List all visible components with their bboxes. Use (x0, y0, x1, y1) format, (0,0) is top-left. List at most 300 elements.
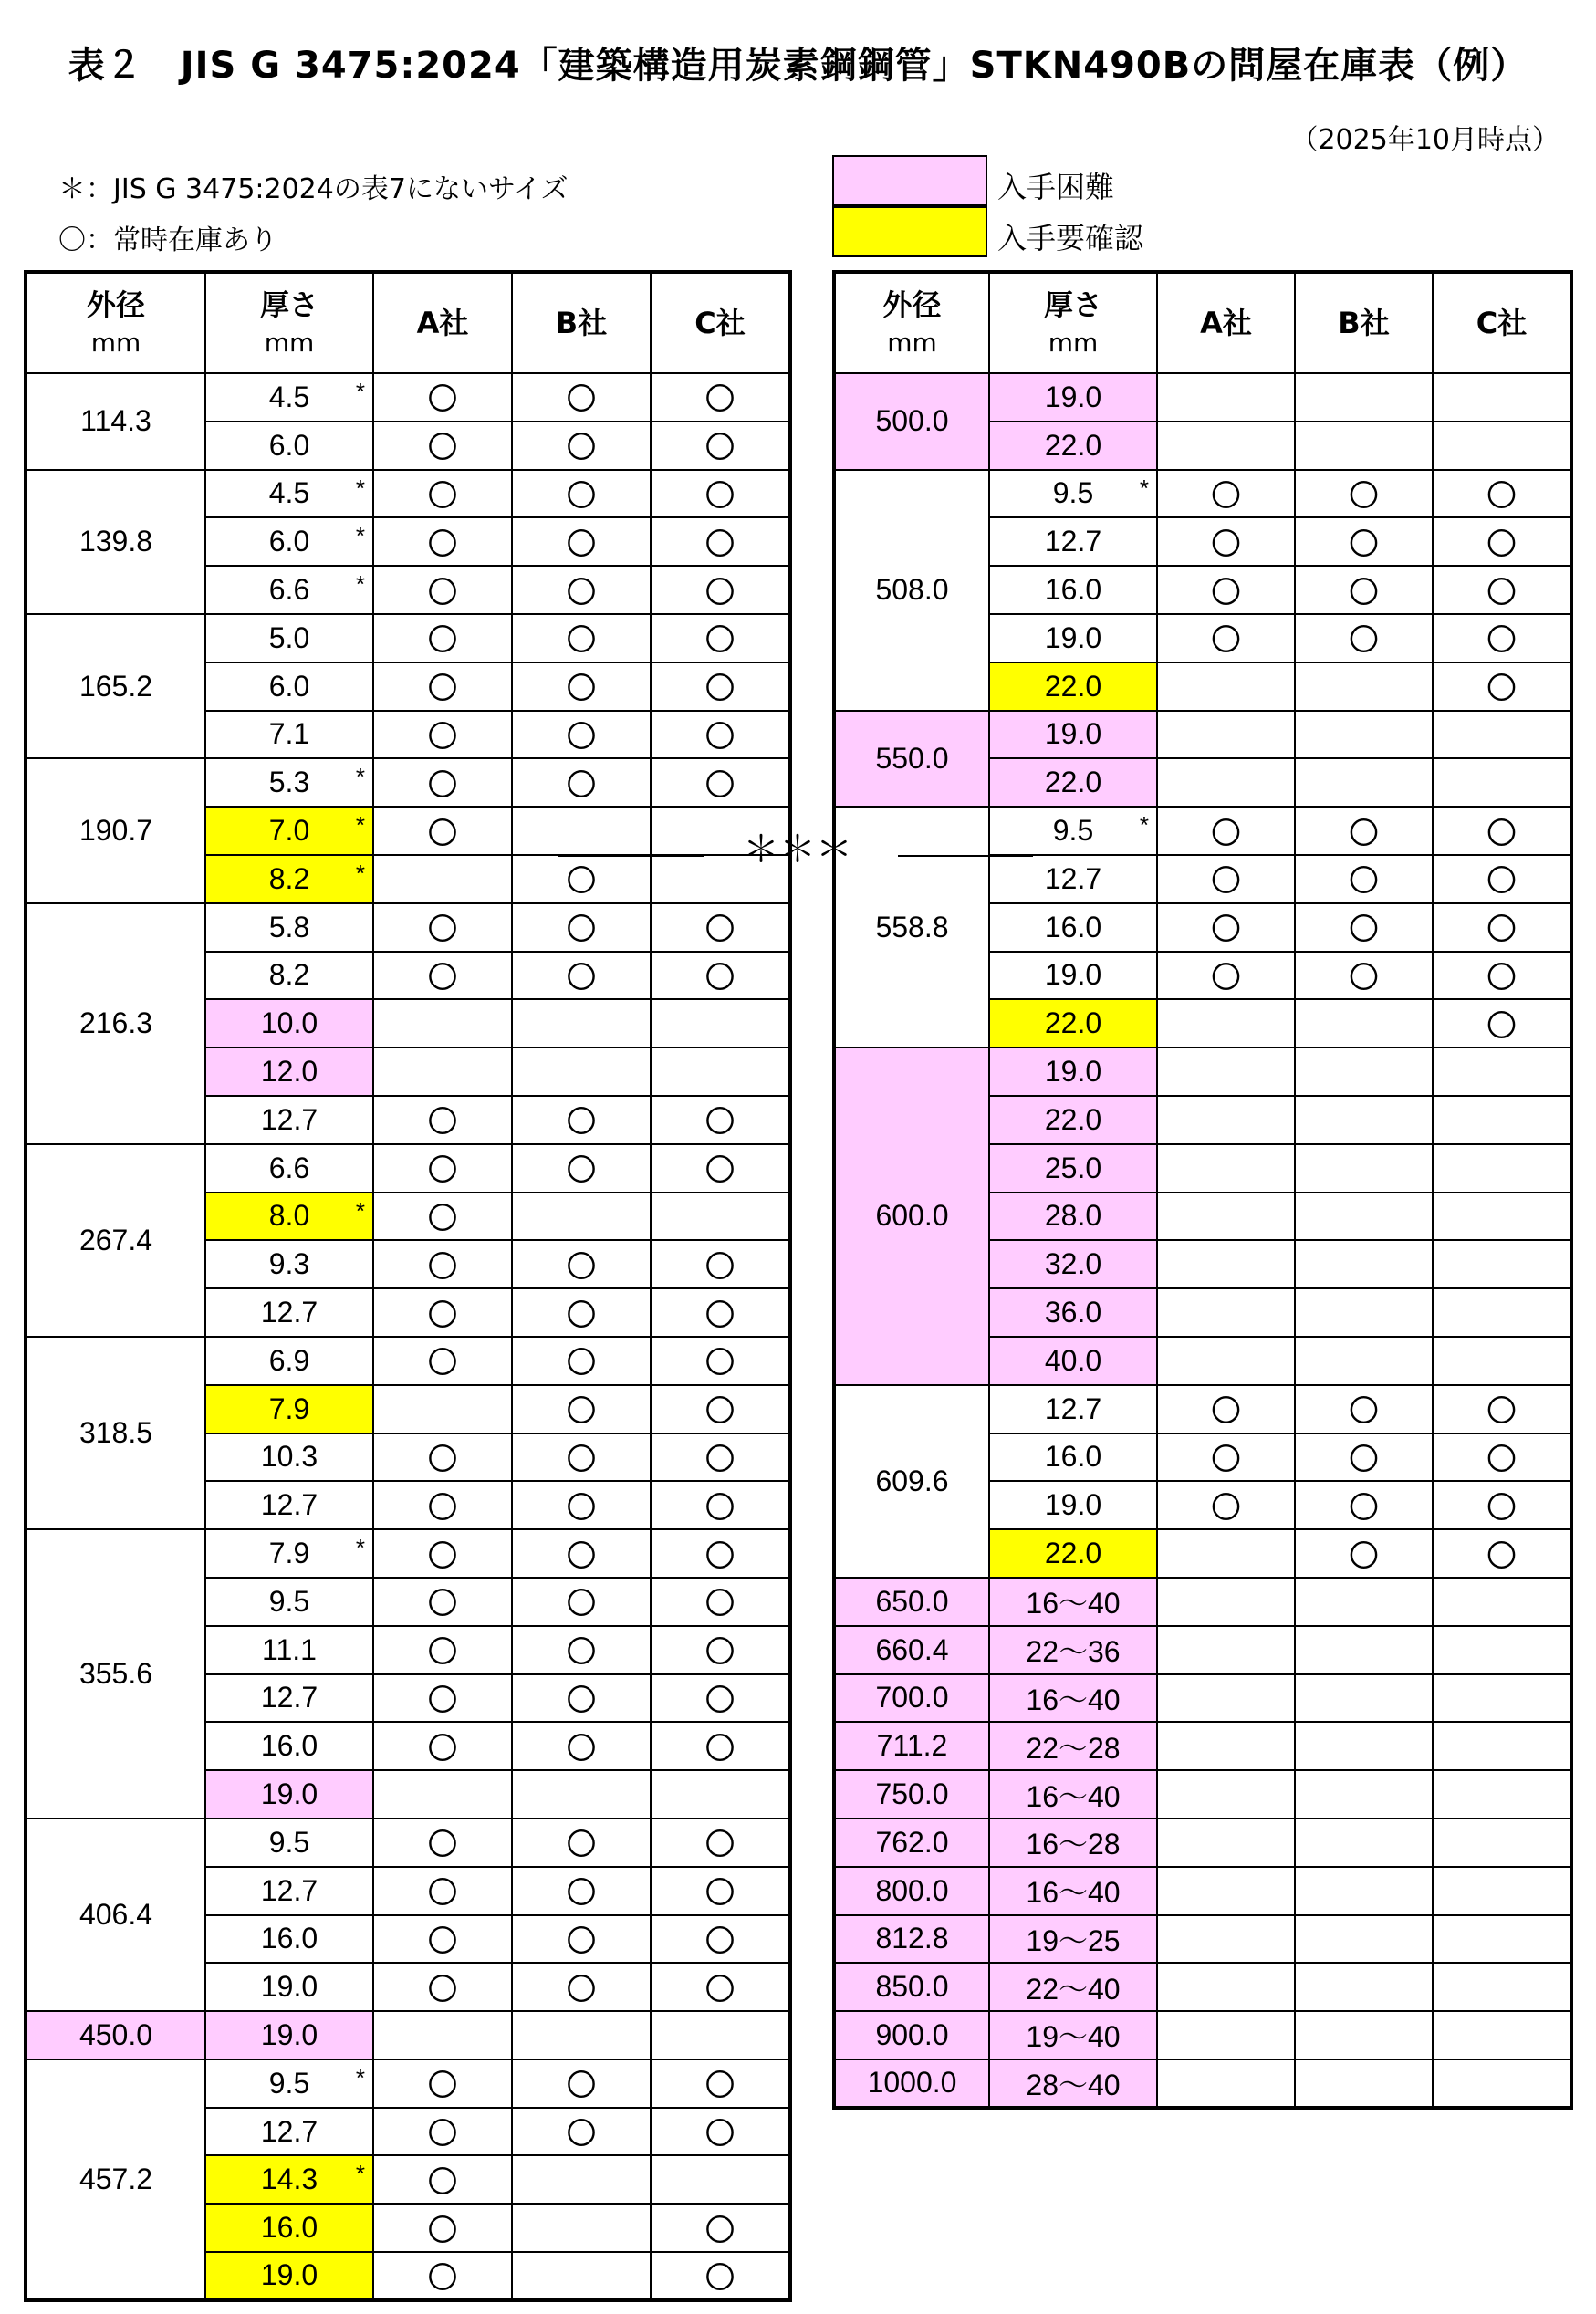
stock-cell-b (1295, 2059, 1433, 2108)
stock-cell-c (1433, 1915, 1571, 1964)
in-stock-mark: 〇 (427, 1152, 457, 1188)
in-stock-mark: 〇 (704, 381, 735, 417)
stock-cell-c (651, 1433, 790, 1482)
thickness-value: 10.3 (260, 1440, 318, 1474)
stock-cell-c (1433, 2059, 1571, 2108)
thickness-value: 32.0 (1044, 1247, 1102, 1281)
thickness-value: 9.5 (268, 2066, 310, 2100)
in-stock-mark: 〇 (427, 1345, 457, 1381)
outer-diameter-cell: 558.8 (834, 807, 989, 1048)
thickness-cell (989, 614, 1157, 662)
stock-cell-c (651, 1722, 790, 1770)
stock-cell-b (512, 711, 651, 759)
stock-cell-c (651, 662, 790, 711)
in-stock-mark: 〇 (566, 1875, 596, 1911)
thickness-cell (205, 1385, 373, 1433)
table-row (834, 711, 1571, 759)
outer-diameter-cell: 165.2 (26, 614, 205, 758)
in-stock-mark: 〇 (566, 1682, 596, 1717)
stock-cell-b (512, 1096, 651, 1144)
not-in-standard-marker: * (355, 570, 365, 599)
stock-cell-a (373, 1433, 512, 1482)
thickness-value: 19.0 (1044, 620, 1102, 654)
stock-cell-c (651, 1096, 790, 1144)
stock-cell-a (1157, 1529, 1295, 1578)
stock-cell-c (1433, 1481, 1571, 1529)
stock-cell-a (373, 470, 512, 518)
stock-cell-a (1157, 1048, 1295, 1096)
stock-cell-c (651, 1240, 790, 1288)
stock-cell-c (651, 1288, 790, 1337)
in-stock-mark: 〇 (566, 2068, 596, 2103)
stock-cell-a (1157, 1770, 1295, 1819)
thickness-value: 4.5 (268, 380, 310, 413)
in-stock-mark: 〇 (566, 671, 596, 706)
stock-cell-a (373, 807, 512, 855)
stock-cell-a (373, 903, 512, 952)
in-stock-mark: 〇 (427, 526, 457, 561)
thickness-value: 16～28 (1026, 1828, 1121, 1861)
stock-cell-b (1295, 1048, 1433, 1096)
in-stock-mark: 〇 (1349, 912, 1379, 947)
in-stock-mark: 〇 (704, 1586, 735, 1621)
thickness-value: 16.0 (1044, 1440, 1102, 1474)
thickness-cell (205, 1096, 373, 1144)
in-stock-mark: 〇 (566, 1104, 596, 1140)
thickness-value: 19～25 (1026, 1923, 1121, 1957)
in-stock-mark: 〇 (1211, 912, 1241, 947)
outer-diameter-cell: 355.6 (26, 1529, 205, 1819)
stock-cell-a (373, 1963, 512, 2011)
in-stock-mark: 〇 (1211, 1393, 1241, 1429)
thickness-cell (989, 1288, 1157, 1337)
table-row (834, 1915, 1571, 1964)
outer-diameter-cell: 850.0 (834, 1963, 989, 2011)
thickness-cell (205, 2011, 373, 2059)
in-stock-mark: 〇 (566, 1730, 596, 1766)
stock-cell-c (1433, 1240, 1571, 1288)
in-stock-mark: 〇 (704, 574, 735, 610)
in-stock-mark: 〇 (566, 766, 596, 802)
not-in-standard-marker: * (355, 1196, 365, 1225)
in-stock-mark: 〇 (704, 2116, 735, 2152)
in-stock-mark: 〇 (1349, 1489, 1379, 1525)
in-stock-mark: 〇 (704, 2068, 735, 2103)
stock-cell-a (1157, 1337, 1295, 1385)
thickness-cell (205, 517, 373, 566)
thickness-cell (205, 952, 373, 1000)
header-company-c: C社 (1433, 272, 1571, 373)
stock-cell-b (1295, 1915, 1433, 1964)
stock-cell-a (1157, 470, 1295, 518)
stock-cell-b (512, 1529, 651, 1578)
thickness-cell (989, 1578, 1157, 1626)
stock-cell-c (1433, 1963, 1571, 2011)
stock-cell-b (512, 903, 651, 952)
thickness-value: 19.0 (1044, 380, 1102, 413)
stock-cell-c (1433, 999, 1571, 1048)
in-stock-mark: 〇 (566, 1923, 596, 1958)
stock-cell-a (373, 1144, 512, 1193)
stock-cell-c (651, 1819, 790, 1867)
in-stock-mark: 〇 (704, 718, 735, 754)
stock-cell-a (1157, 1481, 1295, 1529)
in-stock-mark: 〇 (704, 1923, 735, 1958)
thickness-value: 19.0 (1044, 958, 1102, 992)
in-stock-mark: 〇 (427, 1971, 457, 2007)
table-row (26, 2011, 790, 2059)
thickness-value: 16～40 (1026, 1876, 1121, 1910)
stock-cell-b (512, 1433, 651, 1482)
stock-cell-a (373, 2011, 512, 2059)
outer-diameter-cell: 762.0 (834, 1819, 989, 1867)
stock-cell-c (651, 517, 790, 566)
legend-label-difficult: 入手困難 (997, 170, 1115, 204)
thickness-cell (989, 1963, 1157, 2011)
in-stock-mark: 〇 (427, 1634, 457, 1670)
stock-cell-a (1157, 566, 1295, 614)
thickness-cell (205, 2204, 373, 2252)
table-row (834, 1048, 1571, 1096)
header-company-a: A社 (373, 272, 512, 373)
stock-cell-a (373, 1770, 512, 1819)
stock-cell-a (1157, 2059, 1295, 2108)
thickness-cell (205, 758, 373, 807)
stock-cell-b (1295, 373, 1433, 422)
table-row (834, 1674, 1571, 1723)
stock-cell-b (1295, 1770, 1433, 1819)
stock-cell-a (1157, 1096, 1295, 1144)
table-row (26, 758, 790, 807)
thickness-cell (205, 1819, 373, 1867)
stock-cell-a (373, 1385, 512, 1433)
stock-cell-c (1433, 1674, 1571, 1723)
stock-cell-a (373, 1288, 512, 1337)
stock-cell-c (651, 2155, 790, 2204)
table-row (834, 1867, 1571, 1915)
thickness-cell (989, 1240, 1157, 1288)
legend-swatch-pink (832, 155, 987, 206)
thickness-cell (205, 1867, 373, 1915)
stock-cell-c (651, 373, 790, 422)
in-stock-mark: 〇 (566, 430, 596, 465)
thickness-cell (205, 1770, 373, 1819)
stock-cell-b (1295, 1722, 1433, 1770)
in-stock-mark: 〇 (704, 2259, 735, 2295)
in-stock-mark: 〇 (427, 1489, 457, 1525)
in-stock-mark: 〇 (1349, 959, 1379, 995)
stock-cell-b (512, 1819, 651, 1867)
stock-cell-c (1433, 1144, 1571, 1193)
in-stock-mark: 〇 (427, 815, 457, 850)
stock-cell-a (373, 999, 512, 1048)
stock-cell-c (651, 2059, 790, 2108)
thickness-value: 9.5 (268, 1825, 310, 1859)
thickness-value: 12.7 (260, 2114, 318, 2148)
thickness-value: 19.0 (260, 2258, 318, 2292)
stock-cell-a (1157, 1915, 1295, 1964)
thickness-cell (989, 1529, 1157, 1578)
in-stock-mark: 〇 (1349, 1537, 1379, 1573)
table-row (834, 470, 1571, 518)
header-company-b: B社 (1295, 272, 1433, 373)
thickness-cell (205, 1529, 373, 1578)
in-stock-mark: 〇 (1486, 1393, 1517, 1429)
thickness-cell (205, 1337, 373, 1385)
stock-cell-c (1433, 517, 1571, 566)
stock-cell-a (373, 2204, 512, 2252)
legend-label-confirm: 入手要確認 (997, 221, 1144, 255)
stock-cell-a (1157, 855, 1295, 903)
thickness-cell (205, 807, 373, 855)
thickness-cell (989, 1385, 1157, 1433)
stock-cell-b (512, 470, 651, 518)
note-circle: 〇：常時在庫あり (58, 224, 277, 256)
in-stock-mark: 〇 (1349, 863, 1379, 899)
stock-cell-c (651, 1529, 790, 1578)
in-stock-mark: 〇 (566, 1441, 596, 1476)
thickness-cell (989, 1144, 1157, 1193)
in-stock-mark: 〇 (427, 671, 457, 706)
stock-cell-b (512, 662, 651, 711)
in-stock-mark: 〇 (1486, 1007, 1517, 1043)
thickness-value: 9.5 (268, 1584, 310, 1618)
thickness-value: 10.0 (260, 1006, 318, 1040)
in-stock-mark: 〇 (1349, 1441, 1379, 1476)
stock-cell-b (1295, 1144, 1433, 1193)
stock-cell-c (1433, 1578, 1571, 1626)
in-stock-mark: 〇 (566, 622, 596, 658)
in-stock-mark: 〇 (427, 1875, 457, 1911)
in-stock-mark: 〇 (704, 766, 735, 802)
in-stock-mark: 〇 (704, 1971, 735, 2007)
in-stock-mark: 〇 (1349, 574, 1379, 610)
stock-cell-b (512, 1240, 651, 1288)
thickness-value: 11.1 (262, 1632, 317, 1666)
stock-cell-c (651, 2108, 790, 2156)
outer-diameter-cell: 406.4 (26, 1819, 205, 2011)
in-stock-mark: 〇 (1211, 959, 1241, 995)
in-stock-mark: 〇 (1349, 526, 1379, 561)
thickness-value: 22.0 (1044, 1102, 1102, 1136)
legend-swatch-yellow (832, 206, 987, 257)
thickness-cell (989, 1722, 1157, 1770)
stock-cell-a (1157, 999, 1295, 1048)
stock-cell-a (373, 614, 512, 662)
stock-table-right (832, 270, 1573, 2110)
in-stock-mark: 〇 (566, 381, 596, 417)
not-in-standard-marker: * (355, 2160, 365, 2188)
thickness-cell (205, 1288, 373, 1337)
stock-cell-b (512, 1915, 651, 1964)
stock-cell-a (373, 1722, 512, 1770)
table-row (834, 2059, 1571, 2108)
stock-cell-a (373, 1529, 512, 1578)
thickness-value: 19.0 (260, 2017, 318, 2051)
stock-cell-c (1433, 855, 1571, 903)
stock-cell-a (373, 1048, 512, 1096)
thickness-cell (989, 1770, 1157, 1819)
stock-cell-a (373, 1867, 512, 1915)
thickness-value: 19.0 (260, 1777, 318, 1810)
stock-cell-a (1157, 1867, 1295, 1915)
stock-cell-c (1433, 373, 1571, 422)
in-stock-mark: 〇 (1486, 671, 1517, 706)
stock-cell-a (373, 758, 512, 807)
stock-cell-b (512, 1144, 651, 1193)
thickness-value: 16～40 (1026, 1587, 1121, 1621)
not-in-standard-marker: * (1139, 811, 1149, 839)
table-row (834, 1963, 1571, 2011)
in-stock-mark: 〇 (566, 1297, 596, 1332)
stock-cell-a (373, 517, 512, 566)
thickness-value: 19.0 (1044, 1055, 1102, 1089)
thickness-cell (205, 1915, 373, 1964)
in-stock-mark: 〇 (1486, 526, 1517, 561)
stock-cell-b (1295, 1096, 1433, 1144)
stock-cell-b (1295, 1674, 1433, 1723)
stock-cell-b (1295, 1578, 1433, 1626)
thickness-cell (205, 614, 373, 662)
stock-cell-c (1433, 1867, 1571, 1915)
thickness-cell (989, 1433, 1157, 1482)
stock-cell-b (512, 1867, 651, 1915)
stock-cell-c (651, 1770, 790, 1819)
in-stock-mark: 〇 (427, 430, 457, 465)
stock-cell-a (373, 1674, 512, 1723)
stock-cell-c (1433, 1288, 1571, 1337)
thickness-cell (989, 758, 1157, 807)
thickness-cell (989, 566, 1157, 614)
in-stock-mark: 〇 (566, 959, 596, 995)
stock-cell-a (1157, 422, 1295, 470)
stock-cell-c (1433, 952, 1571, 1000)
thickness-value: 12.7 (1044, 525, 1102, 558)
stock-cell-c (651, 903, 790, 952)
not-in-standard-marker: * (355, 474, 365, 502)
thickness-value: 12.0 (260, 1055, 318, 1089)
stock-cell-c (651, 566, 790, 614)
stock-cell-c (651, 1193, 790, 1241)
outer-diameter-cell: 139.8 (26, 470, 205, 614)
outer-diameter-cell: 267.4 (26, 1144, 205, 1337)
stock-cell-c (1433, 422, 1571, 470)
in-stock-mark: 〇 (566, 1248, 596, 1284)
stock-cell-b (512, 758, 651, 807)
in-stock-mark: 〇 (566, 526, 596, 561)
in-stock-mark: 〇 (427, 1586, 457, 1621)
thickness-value: 16.0 (260, 1922, 318, 1955)
not-in-standard-marker: * (355, 859, 365, 887)
thickness-value: 22～28 (1026, 1731, 1121, 1765)
stock-cell-c (1433, 711, 1571, 759)
stock-cell-c (651, 614, 790, 662)
in-stock-mark: 〇 (704, 1248, 735, 1284)
stock-cell-b (1295, 1288, 1433, 1337)
stock-cell-a (1157, 1722, 1295, 1770)
stock-cell-a (1157, 1433, 1295, 1482)
thickness-value: 12.7 (260, 1488, 318, 1522)
stock-cell-b (512, 999, 651, 1048)
stock-cell-a (1157, 373, 1295, 422)
stock-cell-c (651, 1867, 790, 1915)
thickness-cell (989, 1096, 1157, 1144)
not-in-standard-marker: * (355, 763, 365, 791)
thickness-cell (989, 1626, 1157, 1674)
in-stock-mark: 〇 (427, 1104, 457, 1140)
in-stock-mark: 〇 (427, 766, 457, 802)
stock-cell-c (651, 758, 790, 807)
stock-cell-b (1295, 903, 1433, 952)
header-company-c: C社 (651, 272, 790, 373)
stock-cell-b (1295, 2011, 1433, 2059)
table-row (26, 903, 790, 952)
thickness-cell (205, 999, 373, 1048)
stock-cell-a (1157, 1240, 1295, 1288)
outer-diameter-cell: 900.0 (834, 2011, 989, 2059)
outer-diameter-cell: 800.0 (834, 1867, 989, 1915)
table-row (834, 1722, 1571, 1770)
thickness-cell (205, 1626, 373, 1674)
stock-cell-b (512, 1963, 651, 2011)
stock-cell-a (1157, 952, 1295, 1000)
thickness-value: 12.7 (260, 1296, 318, 1329)
stock-cell-c (651, 1578, 790, 1626)
stock-cell-c (1433, 903, 1571, 952)
in-stock-mark: 〇 (427, 959, 457, 995)
stock-cell-b (512, 2155, 651, 2204)
in-stock-mark: 〇 (427, 574, 457, 610)
stock-cell-b (1295, 422, 1433, 470)
stock-cell-b (512, 1481, 651, 1529)
thickness-cell (205, 711, 373, 759)
stock-cell-a (1157, 1193, 1295, 1241)
stock-cell-a (1157, 1819, 1295, 1867)
stock-cell-a (373, 2155, 512, 2204)
thickness-cell (989, 2059, 1157, 2108)
thickness-value: 9.5 (1052, 814, 1094, 848)
not-in-standard-marker: * (355, 1534, 365, 1562)
in-stock-mark: 〇 (566, 1152, 596, 1188)
stock-cell-c (651, 1963, 790, 2011)
stock-cell-c (1433, 1433, 1571, 1482)
stock-cell-a (373, 1481, 512, 1529)
stock-cell-c (651, 952, 790, 1000)
stock-cell-c (651, 1048, 790, 1096)
stock-cell-b (512, 2059, 651, 2108)
outer-diameter-cell: 318.5 (26, 1337, 205, 1529)
stock-cell-c (651, 1385, 790, 1433)
stock-cell-a (1157, 807, 1295, 855)
in-stock-mark: 〇 (704, 912, 735, 947)
in-stock-mark: 〇 (427, 2116, 457, 2152)
thickness-value: 6.0 (268, 669, 310, 703)
thickness-value: 5.8 (268, 910, 310, 943)
stock-cell-a (373, 2059, 512, 2108)
thickness-value: 22.0 (1044, 669, 1102, 703)
outer-diameter-cell: 114.3 (26, 373, 205, 470)
in-stock-mark: 〇 (427, 381, 457, 417)
stock-cell-a (1157, 1674, 1295, 1723)
in-stock-mark: 〇 (1211, 477, 1241, 513)
table-row (834, 373, 1571, 422)
stock-cell-c (651, 1144, 790, 1193)
thickness-value: 16.0 (1044, 573, 1102, 607)
in-stock-mark: 〇 (1349, 1393, 1379, 1429)
in-stock-mark: 〇 (1211, 1489, 1241, 1525)
stock-cell-c (1433, 1048, 1571, 1096)
thickness-value: 19.0 (1044, 717, 1102, 751)
